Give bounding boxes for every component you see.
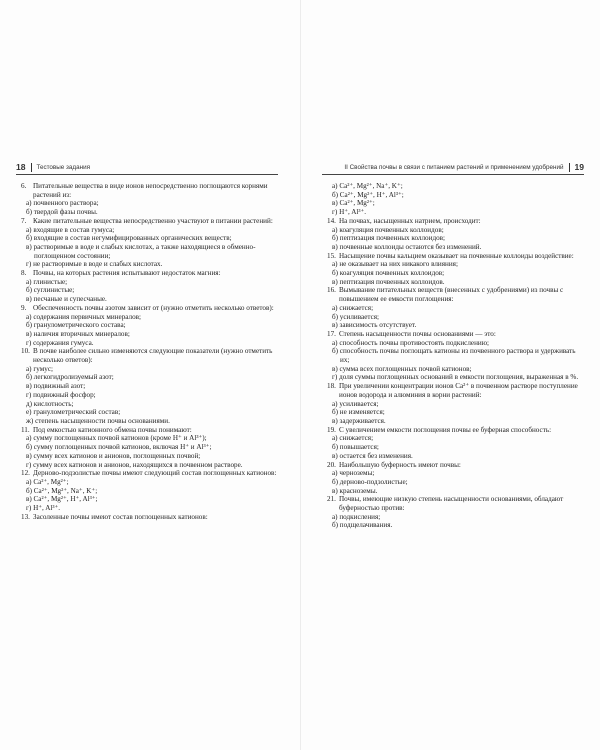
- question-stem: [322, 461, 584, 470]
- answer-option: в) пептизация почвенных коллоидов.: [332, 277, 445, 286]
- answer-options: [322, 182, 584, 217]
- question-item: [16, 469, 278, 513]
- answer-option: б) сумму поглощенных почвой катионов, включая H⁺ и Al³⁺;: [26, 443, 212, 452]
- question-text: Вымывание питательных веществ (внесенных с удобрениями) из почвы с повышением ее емкости поглощения:: [339, 286, 564, 304]
- answer-option: а) подкисления;: [332, 512, 381, 521]
- question-number: 20.: [327, 460, 336, 469]
- question-item: [322, 382, 584, 426]
- right-page: [322, 162, 584, 530]
- answer-options: [322, 304, 584, 330]
- answer-option: а) содержания первичных минералов;: [26, 312, 141, 321]
- answer-option: б) легкогидролизуемый азот;: [26, 373, 114, 382]
- answer-option: е) гранулометрический состав;: [26, 408, 121, 417]
- answer-option: б) входящие в состав негумифицированных органических веществ;: [26, 234, 232, 243]
- answer-options: [16, 313, 278, 348]
- answer-option: б) суглинистые;: [26, 286, 75, 295]
- left-page: [16, 162, 278, 521]
- question-number: 18.: [327, 382, 336, 391]
- answer-option: а) входящие в состав гумуса;: [26, 225, 115, 234]
- question-item: [16, 217, 278, 269]
- answer-options: [16, 434, 278, 469]
- question-text: Почвы, на которых растения испытывают недостаток магния:: [33, 269, 221, 278]
- running-header: [16, 162, 278, 175]
- question-stem: [322, 426, 584, 435]
- question-item: [322, 252, 584, 287]
- answer-option: а) снижается;: [332, 303, 374, 312]
- answer-option: б) Ca²⁺, Mg²⁺, H⁺, Al³⁺;: [332, 190, 404, 199]
- question-stem: [16, 347, 278, 364]
- answer-option: г) подвижный фосфор;: [26, 390, 96, 399]
- answer-option: а) усиливается;: [332, 399, 379, 408]
- question-stem: [16, 304, 278, 313]
- answer-option: г) не растворимые в воде и слабых кислотах.: [26, 260, 163, 269]
- question-stem: [16, 469, 278, 478]
- answer-option: д) кислотность;: [26, 399, 74, 408]
- question-item: [322, 286, 584, 330]
- answer-options: [322, 339, 584, 383]
- running-title: II Свойства почвы в связи с питанием растений и применением удобрений: [344, 163, 564, 171]
- question-item: [16, 426, 278, 470]
- question-item: [16, 347, 278, 425]
- question-text: Насыщение почвы кальцием оказывает на почвенные коллоиды воздействие:: [339, 251, 574, 260]
- question-item: [322, 495, 584, 530]
- question-item: [322, 182, 584, 217]
- answer-option: а) сумму поглощенных почвой катионов (кроме H⁺ и Al³⁺);: [26, 434, 207, 443]
- answer-option: г) доля суммы поглощенных оснований в емкости поглощения, выраженная в %.: [332, 373, 579, 382]
- question-stem: [322, 330, 584, 339]
- question-list: [322, 182, 584, 530]
- answer-option: в) песчаные и супесчаные.: [26, 295, 107, 304]
- answer-option: в) наличия вторичных минералов;: [26, 329, 130, 338]
- question-text: Почвы, имеющие низкую степень насыщенности основаниями, обладают буферностью против:: [339, 495, 564, 513]
- header-separator: [569, 163, 570, 172]
- answer-option: а) способность почвы противостоять подкислению;: [332, 338, 490, 347]
- running-title: Тестовые задания: [36, 163, 91, 171]
- answer-option: в) растворимые в воде и слабых кислотах, а также находящиеся в обменно-поглощенном состоянии;: [26, 242, 256, 260]
- answer-option: б) твердой фазы почвы.: [26, 208, 98, 217]
- answer-option: а) глинистые;: [26, 277, 68, 286]
- answer-option: в) красноземы.: [332, 486, 378, 495]
- answer-option: г) сумму всех катионов и анионов, находящихся в почвенном растворе.: [26, 460, 243, 469]
- question-item: [322, 461, 584, 496]
- question-text: Наибольшую буферность имеют почвы:: [339, 460, 461, 469]
- question-stem: [16, 182, 278, 199]
- answer-option: а) почвенного раствора;: [26, 199, 99, 208]
- question-stem: [322, 286, 584, 303]
- answer-options: [322, 513, 584, 530]
- answer-option: б) Ca²⁺, Mg²⁺, Na⁺, K⁺;: [26, 486, 98, 495]
- question-number: 17.: [327, 329, 336, 338]
- question-number: 15.: [327, 251, 336, 260]
- answer-option: а) снижается;: [332, 434, 374, 443]
- question-stem: [16, 269, 278, 278]
- answer-option: в) зависимость отсутствует.: [332, 321, 417, 330]
- answer-options: [322, 260, 584, 286]
- answer-option: в) Ca²⁺, Mg²⁺;: [332, 199, 375, 208]
- question-stem: [322, 495, 584, 512]
- answer-option: в) Ca²⁺, Mg²⁺, H⁺, Al³⁺;: [26, 495, 98, 504]
- question-number: 10.: [21, 347, 30, 356]
- answer-options: [16, 365, 278, 426]
- page-number: 18: [16, 162, 26, 172]
- answer-option: в) сумму всех катионов и анионов, поглощенных почвой;: [26, 451, 201, 460]
- answer-option: б) коагуляция почвенных коллоидов;: [332, 269, 445, 278]
- answer-option: а) коагуляция почвенных коллоидов;: [332, 225, 444, 234]
- question-number: 14.: [327, 216, 336, 225]
- question-number: 19.: [327, 425, 336, 434]
- answer-option: в) остается без изменения.: [332, 451, 413, 460]
- answer-options: [322, 434, 584, 460]
- question-stem: [322, 217, 584, 226]
- answer-option: а) Ca²⁺, Mg²⁺;: [26, 477, 69, 486]
- answer-option: б) способность почвы поглощать катионы из почвенного раствора и удерживать их;: [332, 347, 576, 365]
- answer-options: [322, 226, 584, 252]
- answer-options: [16, 226, 278, 270]
- question-item: [322, 426, 584, 461]
- answer-options: [16, 199, 278, 216]
- question-text: Под емкостью катионного обмена почвы понимают:: [33, 425, 192, 434]
- answer-option: б) гранулометрического состава;: [26, 321, 126, 330]
- question-text: Степень насыщенности почвы основаниями — это:: [339, 329, 496, 338]
- question-item: [16, 269, 278, 304]
- question-text: Какие питательные вещества непосредственно участвуют в питании растений:: [33, 216, 273, 225]
- answer-option: б) повышается;: [332, 443, 379, 452]
- answer-options: [16, 278, 278, 304]
- question-item: [16, 513, 278, 522]
- question-number: 11.: [21, 425, 30, 434]
- running-header: [322, 162, 584, 175]
- answer-option: в) задерживается.: [332, 416, 386, 425]
- answer-option: б) дерново-подзолистые;: [332, 477, 408, 486]
- answer-option: г) содержания гумуса.: [26, 338, 94, 347]
- answer-option: г) H⁺, Al³⁺.: [332, 208, 367, 217]
- question-text: Обеспеченность почвы азотом зависит от (нужно отметить несколько ответов):: [33, 303, 274, 312]
- question-text: Дерново-подзолистые почвы имеют следующий состав поглощенных катионов:: [33, 469, 277, 478]
- question-item: [322, 217, 584, 252]
- answer-option: в) сумма всех поглощенных почвой катионов;: [332, 364, 472, 373]
- question-number: 9.: [21, 303, 27, 312]
- question-text: Питательные вещества в виде ионов непосредственно поглощаются корнями растений из:: [33, 182, 268, 199]
- question-list: [16, 182, 278, 521]
- page-gutter: [300, 0, 301, 750]
- question-number: 12.: [21, 469, 30, 478]
- question-stem: [322, 382, 584, 399]
- question-item: [322, 330, 584, 382]
- question-number: 6.: [21, 182, 27, 190]
- answer-option: б) усиливается;: [332, 312, 380, 321]
- question-stem: [16, 513, 278, 522]
- answer-options: [16, 478, 278, 513]
- answer-option: а) гумус;: [26, 364, 53, 373]
- question-stem: [16, 217, 278, 226]
- question-item: [16, 182, 278, 217]
- answer-option: а) Ca²⁺, Mg²⁺, Na⁺, K⁺;: [332, 182, 403, 190]
- answer-options: [322, 469, 584, 495]
- answer-option: б) подщелачивания.: [332, 521, 393, 530]
- answer-option: а) черноземы;: [332, 469, 375, 478]
- question-text: В почве наиболее сильно изменяются следующие показатели (нужно отметить несколько ответов):: [33, 347, 273, 365]
- header-separator: [31, 163, 32, 172]
- question-number: 8.: [21, 269, 27, 278]
- question-text: С увеличением емкости поглощения почвы ее буферная способность:: [339, 425, 552, 434]
- question-number: 7.: [21, 216, 27, 225]
- question-item: [16, 304, 278, 348]
- question-text: Засоленные почвы имеют состав поглощенных катионов:: [33, 512, 208, 521]
- question-text: При увеличении концентрации ионов Ca²⁺ в почвенном растворе поступление ионов водорода и алюминия в корни растений:: [339, 382, 578, 399]
- answer-option: б) не изменяется;: [332, 408, 385, 417]
- page-number: 19: [574, 162, 584, 172]
- question-number: 21.: [327, 495, 336, 504]
- answer-option: б) пептизация почвенных коллоидов;: [332, 234, 446, 243]
- answer-option: ж) степень насыщенности почвы основаниями.: [26, 416, 170, 425]
- question-number: 13.: [21, 512, 30, 521]
- answer-option: в) подвижный азот;: [26, 382, 86, 391]
- answer-option: а) не оказывает на них никакого влияния;: [332, 260, 458, 269]
- question-text: На почвах, насыщенных натрием, происходит:: [339, 216, 481, 225]
- question-stem: [16, 426, 278, 435]
- answer-option: в) почвенные коллоиды остаются без изменений.: [332, 242, 482, 251]
- question-number: 16.: [327, 286, 336, 295]
- answer-option: г) H⁺, Al³⁺.: [26, 504, 61, 513]
- question-stem: [322, 252, 584, 261]
- answer-options: [322, 400, 584, 426]
